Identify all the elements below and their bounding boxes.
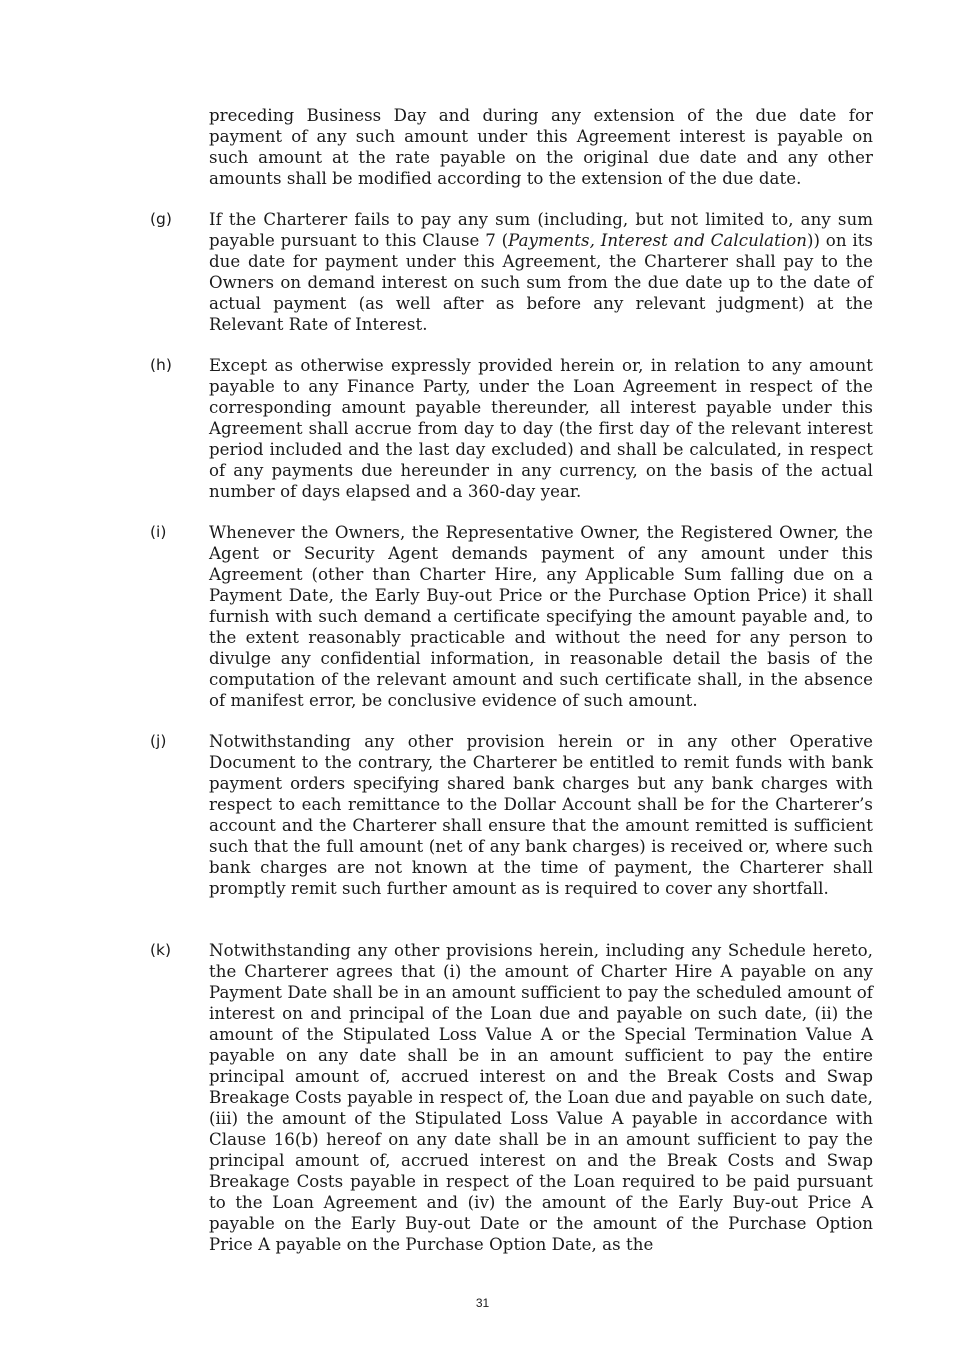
page-number: 31 (475, 1296, 490, 1310)
clause-i-label: (i) (150, 523, 167, 541)
clause-g-label: (g) (150, 210, 172, 228)
clause-k-paragraph: Notwithstanding any other provisions herein, including any Schedule hereto, the Charterer agrees that (i) the amount of Charter Hire A payable on any Payment Date shall be in an amount sufficient to pay the scheduled amount of interest on and principal of the Loan due and payable on such date, (ii) the amount of the Stipulated Loss Value A or the Special Termination Value A payable on any date shall be in an amount sufficient to pay the entire principal amount of, accrued interest on and the Break Costs and Swap Breakage Costs payable in respect of, the Loan due and payable on such date, (iii) the amount of the Stipulated Loss Value A payable in accordance with Clause 16(b) hereof on any date shall be in an amount sufficient to pay the principal amount of, accrued interest on and the Break Costs and Swap Breakage Costs payable in respect of the Loan required to be paid pursuant to the Loan Agreement and (iv) the amount of the Early Buy-out Price A payable on the Early Buy-out Date or the amount of the Purchase Option Price A payable on the Purchase Option Date, as the (209, 941, 873, 1254)
clause-h-paragraph: Except as otherwise expressly provided herein or, in relation to any amount payable to any Finance Party, under the Loan Agreement in respect of the corresponding amount payable thereunder, all interest payable under this Agreement shall accrue from day to day (the first day of the relevant interest period included and the last day excluded) and shall be calculated, in respect of any payments due hereunder in any currency, on the basis of the actual number of days elapsed and a 360-day year. (209, 356, 873, 501)
clause-k-label: (k) (150, 941, 172, 959)
clause-g-italic-title: Payments, Interest and Calculation (508, 231, 807, 250)
clause-j-paragraph: Notwithstanding any other provision herein or in any other Operative Document to the contrary, the Charterer be entitled to remit funds with bank payment orders specifying shared bank charges but any bank charges with respect to each remittance to the Dollar Account shall be for the Charterer’s account and the Charterer shall ensure that the amount remitted is sufficient such that the full amount (net of any bank charges) is received or, where such bank charges are not known at the time of payment, the Charterer shall promptly remit such further amount as is required to cover any shortfall. (209, 732, 873, 898)
clause-i-paragraph: Whenever the Owners, the Representative Owner, the Registered Owner, the Agent or Security Agent demands payment of any amount under this Agreement (other than Charter Hire, any Applicable Sum falling due on a Payment Date, the Early Buy-out Price or the Purchase Option Price) it shall furnish with such demand a certificate specifying the amount payable and, to the extent reasonably practicable and without the need for any person to divulge any confidential information, in reasonable detail the basis of the computation of the relevant amount and such certificate shall, in the absence of manifest error, be conclusive evidence of such amount. (209, 523, 873, 710)
clause-g-text-before: If the Charterer fails to pay any sum (including, but not limited to, any sum payable pursuant to this Clause 7 ( (209, 210, 873, 250)
clause-g-paragraph (209, 209, 873, 335)
clause-h-label: (h) (150, 356, 172, 374)
clause-j-label: (j) (150, 732, 167, 750)
continuation-paragraph: preceding Business Day and during any extension of the due date for payment of any such amount under this Agreement interest is payable on such amount at the rate payable on the original due date and any other amounts shall be modified according to the extension of the due date. (209, 106, 873, 188)
clause-g-text-after: )) on its due date for payment under this Agreement, the Charterer shall pay to the Owners on demand interest on such sum from the due date up to the date of actual payment (as well after as before any relevant judgment) at the Relevant Rate of Interest. (209, 231, 873, 334)
